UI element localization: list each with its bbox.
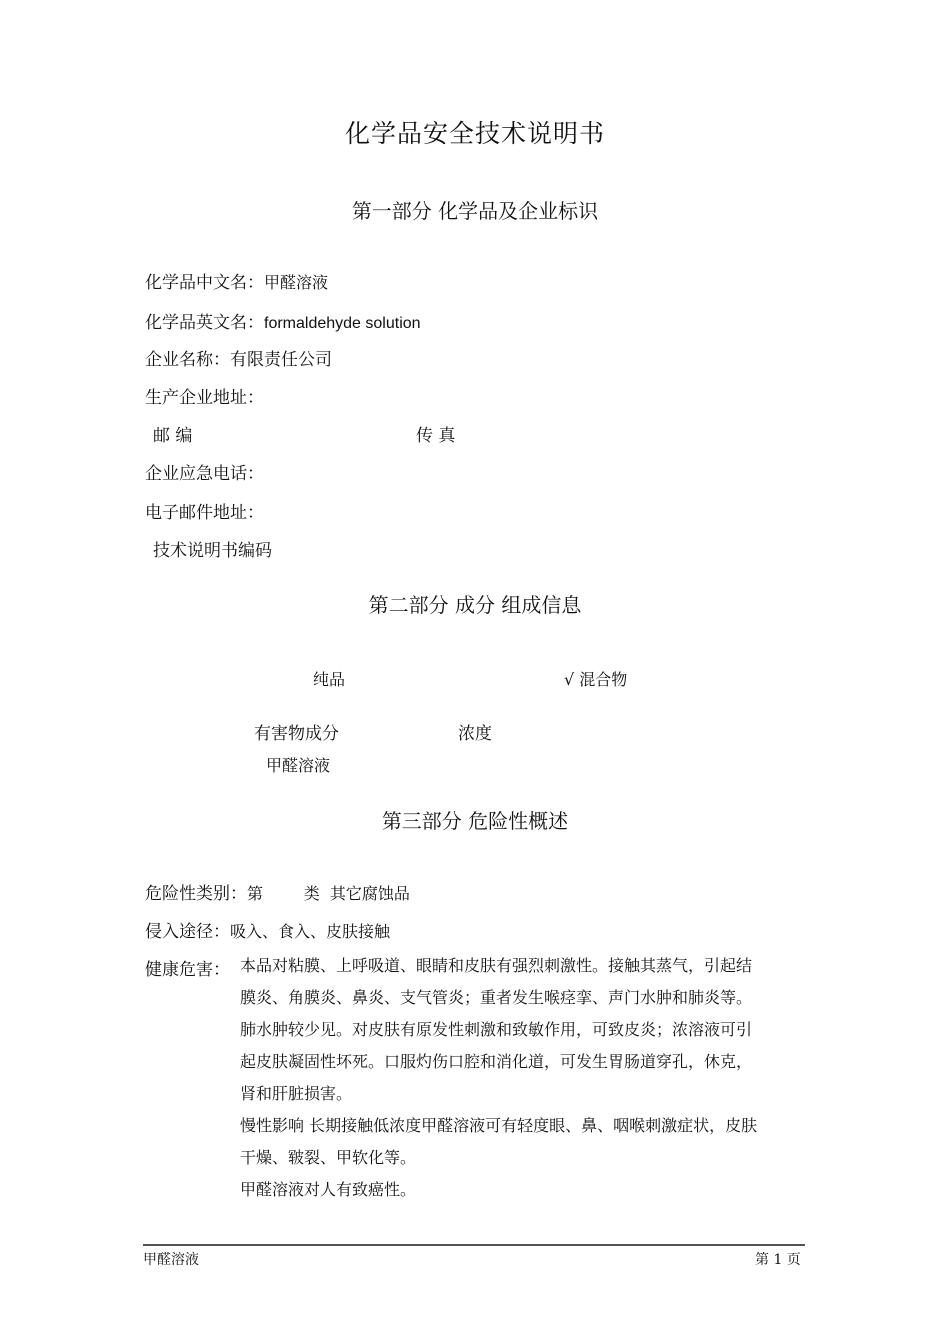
hazard-class-row [145,879,410,904]
entry-route-value: 吸入、食入、皮肤接触 [230,922,391,941]
company-name: 企业名称：有限责任公司 [145,350,332,370]
health-hazard-label: 健康危害： [145,960,230,980]
document-title: 化学品安全技术说明书 [344,119,605,148]
footer-divider [143,1244,805,1246]
postcode-label: 邮 编 [153,426,193,446]
health-line: 肾和肝脏损害。 [240,1084,353,1103]
entry-route-row [145,917,390,942]
en-name-label: 化学品英文名： [145,313,264,333]
concentration-header: 浓度 [458,724,492,744]
section3-heading: 第三部分 危险性概述 [381,809,569,833]
entry-route-label: 侵入途径： [145,922,230,942]
health-hazard-text [240,950,757,1206]
email-label: 电子邮件地址： [145,503,264,523]
cn-name-label: 化学品中文名： [145,273,264,293]
address-label: 生产企业地址： [145,388,264,408]
cn-name-row [145,268,328,293]
emergency-phone-label: 企业应急电话： [145,464,264,484]
en-name-row [145,308,421,333]
hazard-class-value: 第 类 其它腐蚀品 [247,884,410,903]
health-line: 慢性影响 长期接触低浓度甲醛溶液可有轻度眼、鼻、咽喉刺激症状，皮肤 [240,1116,758,1135]
fax-label: 传 真 [416,426,456,446]
health-line: 膜炎、角膜炎、鼻炎、支气管炎；重者发生喉痉挛、声门水肿和肺炎等。 [240,988,753,1007]
mixture-option: √ 混合物 [564,670,628,689]
health-line: 本品对粘膜、上呼吸道、眼睛和皮肤有强烈刺激性。接触其蒸气，引起结 [240,956,753,975]
hazard-class-label: 危险性类别： [145,884,247,904]
health-line: 甲醛溶液对人有致癌性。 [240,1180,417,1199]
en-name-value: formaldehyde solution [264,315,421,332]
footer-left-text: 甲醛溶液 [143,1252,199,1268]
doc-code-label: 技术说明书编码 [153,541,272,561]
pure-product-option: 纯品 [313,670,346,689]
health-line: 干燥、皲裂、甲软化等。 [240,1148,417,1167]
health-line: 肺水肿较少见。对皮肤有原发性刺激和致敏作用，可致皮炎；浓溶液可引 [240,1020,753,1039]
section1-heading: 第一部分 化学品及企业标识 [351,199,599,223]
page-number: 第 1 页 [755,1252,801,1268]
health-line: 起皮肤凝固性坏死。口服灼伤口腔和消化道，可发生胃肠道穿孔，休克， [240,1052,753,1071]
component-name: 甲醛溶液 [266,756,331,775]
hazard-component-header: 有害物成分 [254,724,339,744]
section2-heading: 第二部分 成分 组成信息 [368,593,582,617]
cn-name-value: 甲醛溶液 [264,273,329,292]
